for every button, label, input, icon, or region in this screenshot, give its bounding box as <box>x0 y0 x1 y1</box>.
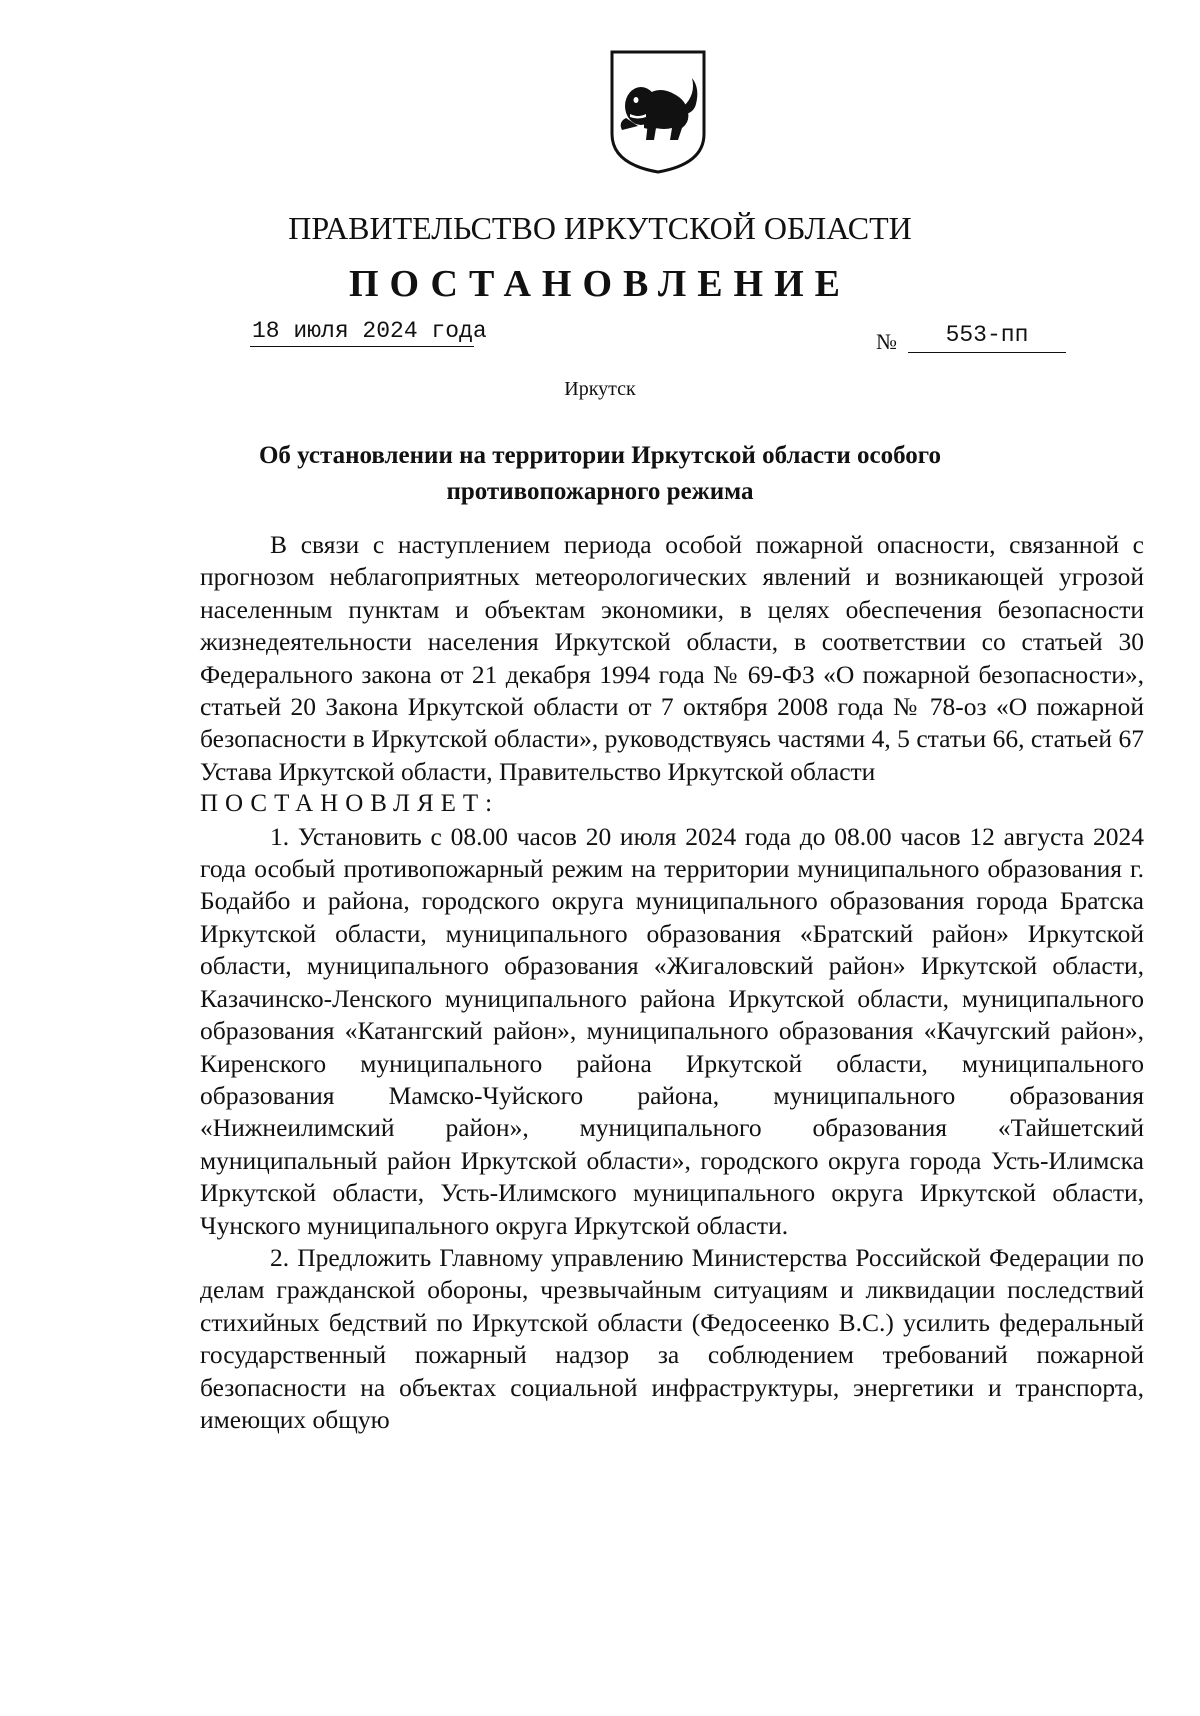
babr-emblem-icon <box>608 48 708 176</box>
document-number: 553-пп <box>908 318 1066 353</box>
document-type-title: ПОСТАНОВЛЕНИЕ <box>348 263 852 305</box>
government-title: ПРАВИТЕЛЬСТВО ИРКУТСКОЙ ОБЛАСТИ <box>288 210 912 246</box>
number-sign: № <box>876 329 897 354</box>
coat-of-arms-emblem <box>608 48 708 176</box>
document-subject-heading: Об установлении на территории Иркутской области особого противопожарного режима <box>258 442 942 505</box>
item-2-paragraph: 2. Предложить Главному управлению Министерства Российской Федерации по делам гражданской обороны, чрезвычайным ситуациям и ликвидации последствий стихийных бедствий по Иркутской области (Федосеенко В.С.) усилить федеральный государственный пожарный надзор за соблюдением требований пожарной безопасности на объектах социальной инфраструктуры, энергетики и транспорта, имеющих общую <box>200 1242 1144 1434</box>
document-number-block <box>876 318 1066 358</box>
item-1-paragraph: 1. Установить с 08.00 часов 20 июля 2024 года до 08.00 часов 12 августа 2024 года особый противопожарный режим на территории муниципального образования г. Бодайбо и района, городского округа муниципального образования города Братска Иркутской области, муниципального образования «Братский район» Иркутской области, муниципального образования «Жигаловский район» Иркутской области, Казачинско-Ленского муниципального района Иркутской области, муниципального образования «Катангский район», муниципального образования «Качугский район», Киренского муниципального района Иркутской области, муниципального образования Мамско-Чуйского района, муниципального образования «Нижнеилимский район», муниципального образования «Тайшетский муниципальный район Иркутской области», городского округа города Усть-Илимска Иркутской области, Усть-Илимского муниципального округа Иркутской области, Чунского муниципального округа Иркутской области. <box>200 821 1144 1240</box>
document-date: 18 июля 2024 года <box>250 316 474 347</box>
preamble-paragraph: В связи с наступлением периода особой пожарной опасности, связанной с прогнозом неблагоприятных метеорологических явлений и возникающей угрозой населенным пунктам и объектам экономики, в целях обеспечения безопасности жизнедеятельности населения Иркутской области, в соответствии со статьей 30 Федерального закона от 21 декабря 1994 года № 69-ФЗ «О пожарной безопасности», статьей 20 Закона Иркутской области от 7 октября 2008 года № 78-оз «О пожарной безопасности в Иркутской области», руководствуясь частями 4, 5 статьи 66, статьей 67 Устава Иркутской области, Правительство Иркутской области <box>200 530 1144 786</box>
decree-word: ПОСТАНОВЛЯЕТ: <box>200 790 500 818</box>
document-body <box>200 529 1144 1436</box>
document-city: Иркутск <box>564 378 636 400</box>
